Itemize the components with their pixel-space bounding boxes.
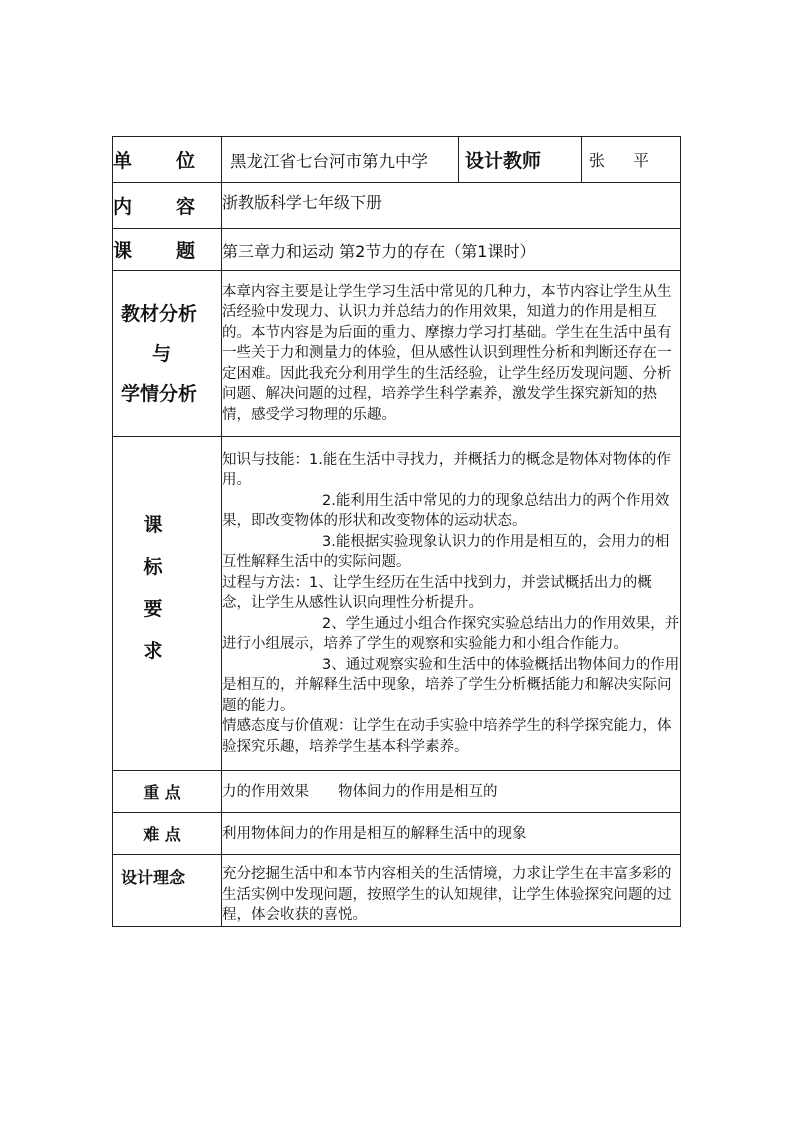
difficult-point-text: 利用物体间力的作用是相互的解释生活中的现象 [222,813,681,855]
analysis-text: 本章内容主要是让学生学习生活中常见的几种力，本节内容让学生从生活经验中发现力、认识力并总结力的作用效果，知道力的作用是相互的。本节内容是为后面的重力、摩擦力学习打基础。学生在生活中虽有一些关于力和测量力的体验，但从感性认识到理性分析和判断还存在一定困难。因此我充分利用学生的生活经验，让学生经历发现问题、分析问题、解决问题的过程，培养学生科学素养，激发学生探究新知的热情，感受学习物理的乐趣。 [222,271,681,437]
row-key-point [113,771,681,813]
teacher-name-cell [582,137,681,183]
unit-value: 黑龙江省七台河市第九中学 [222,137,459,183]
standards-label-4: 求 [143,639,163,662]
standards-text-cell [222,437,681,771]
knowledge-goal-3: 3.能根据实验现象认识力的作用是相互的，会用力的相互性解释生活中的实际问题。 [222,533,670,571]
topic-label-cell [113,229,222,271]
knowledge-goal-1: 知识与技能：1.能在生活中寻找力，并概括力的概念是物体对物体的作用。 [222,451,671,489]
teacher-name-a: 张 [589,151,606,170]
topic-label-a: 课 [113,240,133,262]
content-label-a: 内 [113,196,133,218]
teacher-name-b: 平 [632,151,649,170]
content-label-b: 容 [175,196,195,218]
philosophy-label: 设计理念 [113,855,222,927]
attitude-goal: 情感态度与价值观：让学生在动手实验中培养学生的科学探究能力，体验探究乐趣，培养学生基本科学素养。 [222,718,672,755]
standards-label-cell [113,437,222,771]
row-difficult-point [113,813,681,855]
difficult-point-label: 难 点 [113,813,222,855]
row-content [113,183,681,229]
process-goal-1: 过程与方法：1、让学生经历在生活中找到力，并尝试概括出力的概念，让学生从感性认识向理性分析提升。 [222,574,652,612]
lesson-plan-table [112,136,681,927]
key-point-text: 力的作用效果 物体间力的作用是相互的 [222,771,681,813]
content-label-cell [113,183,222,229]
topic-value: 第三章力和运动 第2节力的存在（第1课时） [222,229,681,271]
row-philosophy [113,855,681,927]
standards-label-3: 要 [143,597,163,620]
philosophy-text: 充分挖掘生活中和本节内容相关的生活情境，力求让学生在丰富多彩的生活实例中发现问题，按照学生的认知规律，让学生体验探究问题的过程，体会收获的喜悦。 [222,855,681,927]
standards-label-1: 课 [143,513,163,536]
content-value: 浙教版科学七年级下册 [222,183,681,229]
row-analysis [113,271,681,437]
standards-label-2: 标 [143,555,163,578]
knowledge-goal-2: 2.能利用生活中常见的力的现象总结出力的两个作用效果，即改变物体的形状和改变物体的运动状态。 [222,492,670,530]
unit-label-cell [113,137,222,183]
row-standards [113,437,681,771]
analysis-label-3: 学情分析 [121,382,198,405]
process-goal-3: 3、通过观察实验和生活中的体验概括出物体间力的作用是相互的，并解释生活中现象，培养了学生分析概括能力和解决实际问题的能力。 [222,656,680,714]
analysis-label-cell [113,271,222,437]
analysis-label-1: 教材分析 [121,302,198,325]
row-topic [113,229,681,271]
key-point-label: 重 点 [113,771,222,813]
row-unit [113,137,681,183]
teacher-label: 设计教师 [459,137,582,183]
unit-label-a: 单 [113,150,133,172]
process-goal-2: 2、学生通过小组合作探究实验总结出力的作用效果，并进行小组展示，培养了学生的观察和实验能力和小组合作能力。 [222,615,680,653]
topic-label-b: 题 [175,240,195,262]
unit-label-b: 位 [175,150,195,172]
analysis-label-2: 与 [152,342,172,365]
